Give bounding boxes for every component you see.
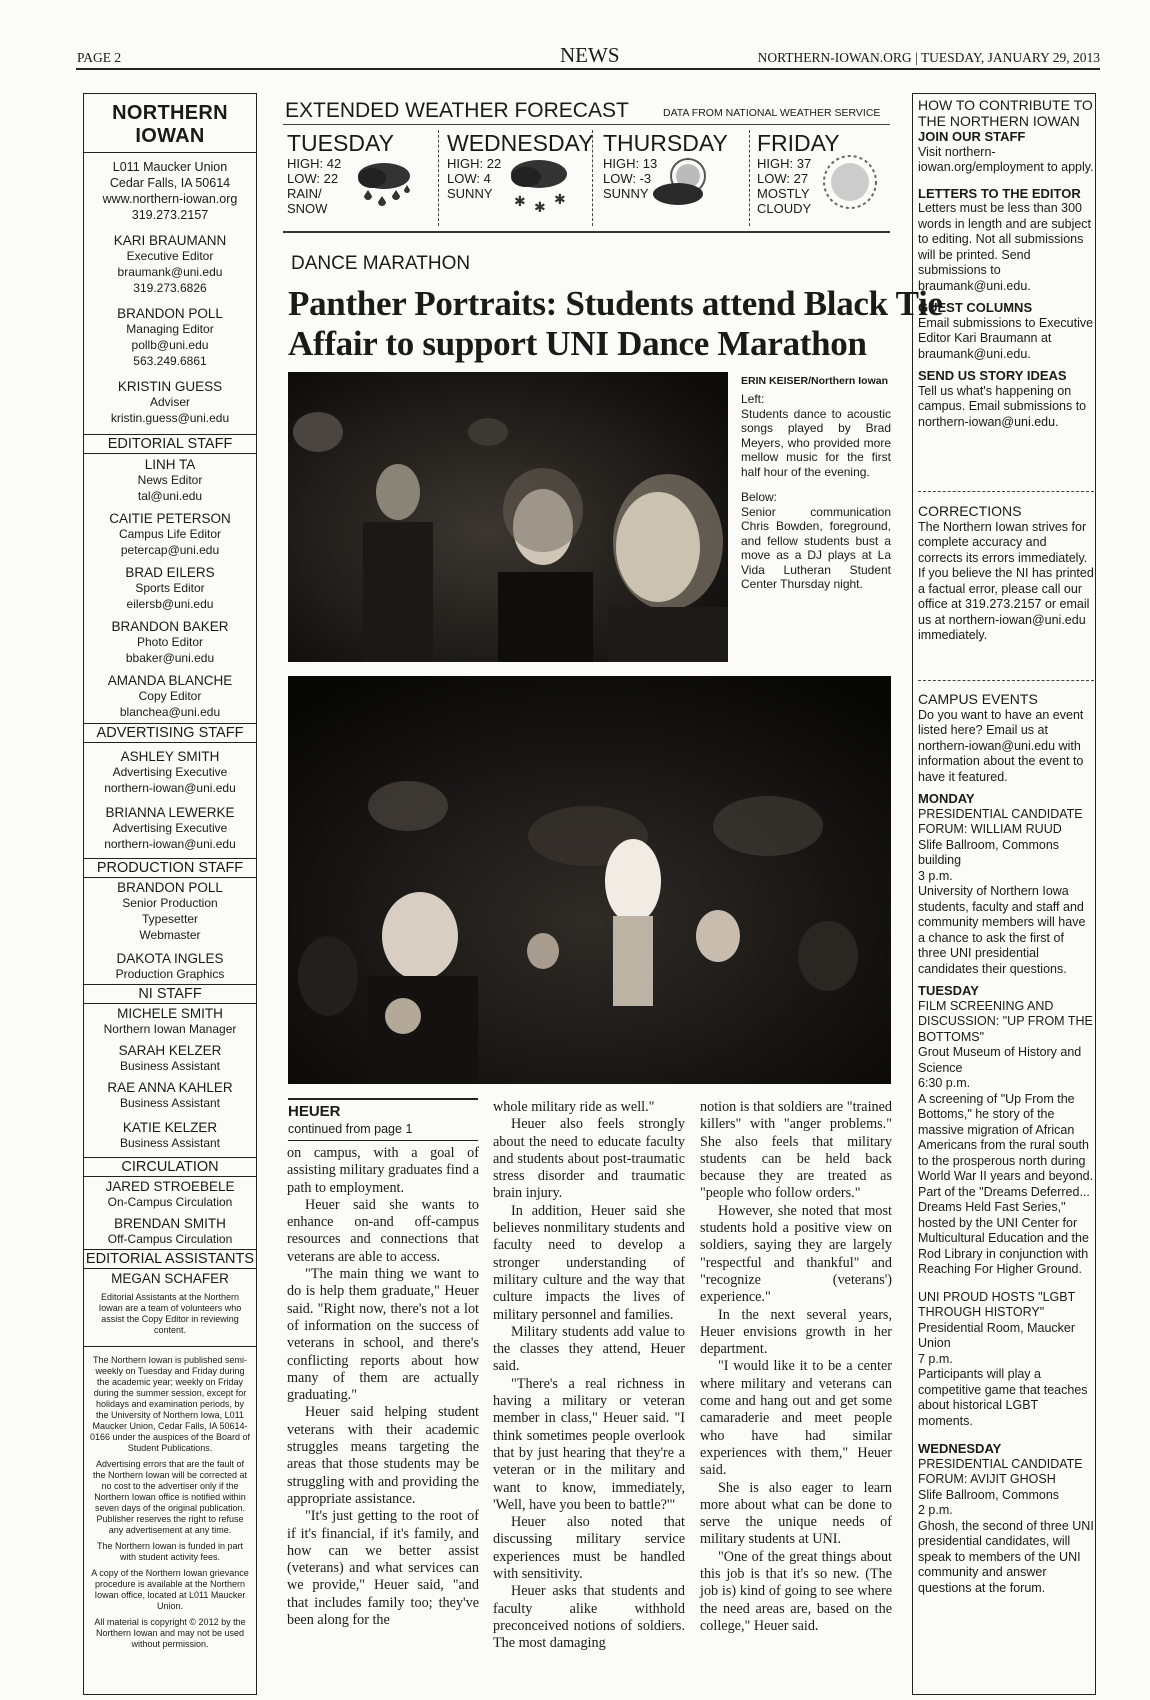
staff-name: BRENDAN SMITH [114, 1216, 226, 1231]
page-number: PAGE 2 [77, 50, 122, 65]
weather-bottom-rule [283, 231, 890, 233]
staff-role: Business Assistant [119, 1136, 221, 1150]
story-paragraph: Heuer asks that students and faculty alike withhold preconceived notions of soldiers. The most damaging [493, 1583, 685, 1652]
story-paragraph: whole military ride as well." [493, 1099, 655, 1115]
photo-credit: ERIN KEISER/Northern Iowan [741, 375, 889, 387]
weather-low: LOW: 27 [757, 171, 809, 186]
staff-name: SARAH KELZER [118, 1043, 222, 1058]
weather-divider [438, 130, 439, 226]
sidebar-heading: HOW TO CONTRIBUTE TO THE NORTHERN IOWAN [918, 97, 1093, 129]
address-line: Cedar Falls, IA 50614 [109, 176, 231, 190]
sun-cloud-icon [650, 154, 718, 212]
staff-entry [84, 880, 256, 943]
feature-kicker: DANCE MARATHON [291, 253, 471, 274]
staff-name: BRANDON BAKER [111, 619, 229, 634]
weather-high: HIGH: 13 [603, 156, 658, 171]
staff-role: Photo Editor [136, 635, 204, 649]
photo-dance-dj [288, 676, 891, 1084]
story-paragraph: on campus, with a goal of assisting military graduates find a path to employment. [287, 1145, 479, 1196]
staff-email: braumank@uni.edu [117, 265, 223, 279]
story-paragraph: notion is that soldiers are "trained killers" with "anger problems." She also feels that military students can be held back because they are treated as "people who follow orders." [700, 1099, 892, 1202]
staff-entry [84, 565, 256, 612]
event-desc: University of Northern Iowa students, faculty and staff and community members will have a chance to ask the first of three UNI presidential candidates their questions. [918, 884, 1086, 976]
sidebar-text: Email submissions to Executive Editor Kari Braumann at braumank@uni.edu. [918, 315, 1094, 361]
staff-name: DAKOTA INGLES [116, 951, 224, 966]
event-time: 6:30 p.m. [918, 1076, 971, 1090]
fine-print: The Northern Iowan is published semi-weekly on Tuesday and Friday during the academic year; weekly on Friday during the summer session, except for holidays and examination periods, by the University of Northern Iowa, L011 Maucker Union, Cedar Falls, IA 50614-0166 under the auspices of the Board of Student Publications. [89, 1355, 251, 1453]
address-line: L011 Maucker Union [112, 160, 228, 174]
staff-role: Executive Editor [126, 249, 214, 263]
masthead-address [84, 159, 256, 223]
fine-print: All material is copyright © 2012 by the Northern Iowan and may not be used without permission. [94, 1617, 246, 1649]
section-name: NEWS [560, 43, 620, 67]
staff-entry [84, 1080, 256, 1111]
sidebar-heading: CORRECTIONS [918, 503, 1022, 519]
story-paragraph: "The main thing we want to do is help them graduate," Heuer said. "Right now, there's not a lot of information on the success of veterans in school, and there's conflicting reports about how many of them are actually graduating." [287, 1266, 479, 1404]
staff-entry [84, 1006, 256, 1037]
event-title: PRESIDENTIAL CANDIDATE FORUM: AVIJIT GHOSH [918, 1456, 1083, 1486]
sidebar-contribute [918, 98, 1094, 430]
story-rule [288, 1140, 478, 1141]
staff-entry [84, 511, 256, 558]
event-title: FILM SCREENING AND DISCUSSION: "UP FROM THE BOTTOMS" [918, 998, 1093, 1044]
story-paragraph: However, she noted that most students hold a positive view on soldiers, saying they are largely "respectful and thankful" and "recognize (veterans') experience." [700, 1202, 892, 1306]
sidebar-subhead: LETTERS TO THE EDITOR [918, 185, 1081, 201]
assistants-note: Editorial Assistants at the Northern Iowan are a team of volunteers who assist the Copy Editor in reviewing content. [98, 1292, 242, 1335]
story-paragraph: "One of the great things about this job is that it's so new. (The job is) kind of going to see where the need areas are, based on the college," Heuer said. [700, 1548, 892, 1634]
staff-name: CAITIE PETERSON [109, 511, 231, 526]
weather-high: HIGH: 37 [757, 156, 812, 171]
staff-role: News Editor [137, 473, 203, 487]
story-paragraph: "There's a real richness in having a military or veteran member in class," Heuer said. "I think sometimes people overlook that by just hearing that they're a veteran or in the military and want to know, immediately, 'Well, have you been to battle?'" [493, 1375, 685, 1513]
sidebar-corrections [918, 504, 1094, 644]
staff-role: Production Graphics [115, 967, 225, 981]
weather-day-name: FRIDAY [757, 130, 840, 156]
sidebar-events [918, 692, 1094, 1596]
event-desc: A screening of "Up From the Bottoms," he story of the massive migration of African Americans from the rural south to the prosperous north during World War II years and beyond. Part of the "Dreams Deferred... Dreams Held Fast Series," hosted by the UNI Center for Multicultural Education and the Rod Library in conjunction with Reaching For Higher Ground. [918, 1091, 1094, 1276]
story-paragraph: In the next several years, Heuer envisions growth in her department. [700, 1306, 892, 1358]
weather-condition: SUNNY [447, 186, 493, 201]
sidebar-subhead: JOIN OUR STAFF [918, 129, 1026, 144]
staff-email: pollb@uni.edu [131, 338, 209, 352]
weather-divider [749, 130, 750, 226]
story-paragraph: Heuer said she wants to enhance on-and off-campus resources and connections that veterans are able to access. [287, 1196, 479, 1265]
sidebar-divider [918, 680, 1094, 681]
svg-text:✱: ✱ [514, 194, 526, 210]
svg-text:✱: ✱ [534, 200, 546, 214]
staff-name: RAE ANNA KAHLER [107, 1080, 233, 1095]
weather-day-name: WEDNESDAY [447, 130, 594, 156]
caption-label: Left: [741, 392, 765, 406]
section-heading-production: PRODUCTION STAFF [84, 858, 256, 878]
event-time: 3 p.m. [918, 868, 953, 883]
staff-name: BRANDON POLL [117, 880, 223, 895]
staff-name: AMANDA BLANCHE [107, 673, 233, 688]
feature-headline [288, 284, 943, 364]
sidebar-heading: CAMPUS EVENTS [918, 691, 1038, 707]
caption-below [741, 490, 891, 592]
staff-role: Adviser [149, 395, 190, 409]
story-paragraph: "It's just getting to the root of if it's financial, if it's family, and how can we better assist (veterans) and what services can we provide," Heuer said, "and that includes family too; they've been along for the [287, 1508, 479, 1629]
story-paragraph: Heuer also feels strongly about the need to educate faculty and students about post-traumatic stress disorder and traumatic brain injury. [493, 1116, 685, 1202]
staff-email: blanchea@uni.edu [119, 705, 221, 719]
staff-entry [84, 749, 256, 796]
event-title: UNI PROUD HOSTS "LGBT THROUGH HISTORY" [918, 1289, 1076, 1319]
staff-name: LINH TA [144, 457, 196, 472]
staff-email: bbaker@uni.edu [125, 651, 215, 665]
sun-icon [820, 152, 880, 212]
fine-print: Advertising errors that are the fault of the Northern Iowan will be corrected at no cost to the advertiser only if the Northern Iowan office is notified within seven days of the original publication. Publisher reserves the right to refuse any advertisement at any time. [92, 1459, 248, 1535]
staff-name: JARED STROEBELE [105, 1179, 235, 1194]
weather-low: LOW: 4 [447, 171, 491, 186]
event-place: Presidential Room, Maucker Union [918, 1320, 1076, 1350]
masthead-column [83, 93, 257, 1695]
staff-name: BRAD EILERS [125, 565, 215, 580]
weather-condition: CLOUDY [757, 201, 812, 216]
caption-text: Students dance to acoustic songs played by Brad Meyers, who provided more mellow music for the first half hour of the evening. [741, 406, 891, 479]
sidebar-text: Tell us what's happening on campus. Email submissions to northern-iowan@uni.edu. [918, 383, 1087, 429]
weather-divider [592, 130, 593, 226]
event-place: Slife Ballroom, Commons [918, 1487, 1060, 1502]
staff-entry [84, 379, 256, 426]
story-paragraph: In addition, Heuer said she believes nonmilitary students and faculty need to develop a stronger understanding of military culture and the way that culture impacts the lives of military personnel and families. [493, 1202, 685, 1323]
event-desc: Ghosh, the second of three UNI presidential candidates, will speak to members of the UNI community and answer questions at the forum. [918, 1518, 1094, 1595]
event-time: 2 p.m. [918, 1503, 953, 1517]
staff-email: tal@uni.edu [137, 489, 203, 503]
staff-entry [84, 457, 256, 504]
rain-snow-icon [352, 158, 417, 213]
staff-name: ASHLEY SMITH [120, 749, 220, 764]
section-heading-circulation: CIRCULATION [84, 1157, 256, 1177]
staff-role: Advertising Executive [112, 765, 228, 779]
staff-entry [84, 233, 256, 296]
weather-high: HIGH: 22 [447, 156, 502, 171]
story-column-3 [700, 1099, 892, 1635]
photo-image [288, 676, 891, 1084]
sidebar-subhead: SEND US STORY IDEAS [918, 368, 1067, 383]
weather-high: HIGH: 42 [287, 156, 342, 171]
caption-left [741, 392, 891, 479]
event-day: TUESDAY [918, 983, 979, 998]
staff-name: BRANDON POLL [117, 306, 223, 321]
event-time: 7 p.m. [918, 1351, 953, 1366]
staff-role: Campus Life Editor [118, 527, 222, 541]
event-place: Slife Ballroom, Commons building [918, 837, 1060, 867]
story-paragraph: Military students add value to the classes they attend, Heuer said. [493, 1323, 685, 1375]
staff-entry [84, 805, 256, 852]
staff-email: petercap@uni.edu [120, 543, 220, 557]
event-place: Grout Museum of History and Science [918, 1045, 1082, 1075]
weather-title: EXTENDED WEATHER FORECAST [285, 99, 629, 122]
headline-line: Panther Portraits: Students attend Black Tie [288, 284, 943, 323]
staff-role: Advertising Executive [112, 821, 228, 835]
staff-name: KATIE KELZER [122, 1120, 218, 1135]
event-title: PRESIDENTIAL CANDIDATE FORUM: WILLIAM RUUD [918, 806, 1083, 836]
sidebar-divider [918, 491, 1094, 492]
weather-condition: MOSTLY [757, 186, 810, 201]
site-date: NORTHERN-IOWAN.ORG | TUESDAY, JANUARY 29, 2013 [757, 50, 1100, 65]
staff-email: northern-iowan@uni.edu [104, 837, 236, 851]
weather-condition: SUNNY [603, 186, 649, 201]
staff-entry [84, 306, 256, 369]
story-rule [288, 1098, 478, 1100]
staff-role: Northern Iowan Manager [103, 1022, 237, 1036]
event-desc: Participants will play a competitive game that teaches about historical LGBT moments. [918, 1367, 1088, 1428]
section-heading-ni-staff: NI STAFF [84, 984, 256, 1004]
weather-rule [283, 124, 890, 125]
svg-text:✱: ✱ [554, 192, 566, 208]
caption-text: Senior communication Chris Bowden, foreground, and fellow students bust a move as a DJ plays at La Vida Lutheran Student Center Thursday night. [741, 504, 891, 591]
staff-name: MICHELE SMITH [117, 1006, 223, 1021]
editorial-list [84, 457, 256, 720]
staff-role: On-Campus Circulation [107, 1195, 233, 1209]
section-heading-editorial: EDITORIAL STAFF [84, 434, 256, 454]
staff-entry [84, 1120, 256, 1151]
event-day: MONDAY [918, 791, 975, 806]
weather-low: LOW: 22 [287, 171, 339, 186]
weather-day-name: THURSDAY [603, 130, 728, 156]
staff-name: MEGAN SCHAFER [111, 1271, 229, 1286]
staff-role: Off-Campus Circulation [107, 1232, 233, 1246]
sidebar-subhead: GUEST COLUMNS [918, 300, 1033, 315]
story-jump: continued from page 1 [288, 1122, 413, 1136]
fine-print: The Northern Iowan is funded in part with student activity fees. [96, 1541, 244, 1562]
caption-label: Below: [741, 490, 778, 504]
headline-line: Affair to support UNI Dance Marathon [288, 324, 867, 363]
staff-role: Typesetter [141, 912, 199, 926]
staff-name: KARI BRAUMANN [113, 233, 227, 248]
weather-source: DATA FROM NATIONAL WEATHER SERVICE [663, 107, 881, 119]
staff-name: KRISTIN GUESS [117, 379, 223, 394]
story-paragraph: Heuer said helping student veterans with their academic struggles means targeting the areas that those students may be struggling with and providing the appropriate assistance. [287, 1404, 479, 1507]
snow-cloud-icon [504, 152, 574, 214]
photo-image [288, 372, 728, 662]
staff-email: kristin.guess@uni.edu [110, 411, 230, 425]
staff-email: eilersb@uni.edu [126, 597, 214, 611]
staff-role: Copy Editor [138, 689, 202, 703]
sidebar-text: The Northern Iowan strives for complete accuracy and corrects its errors immediately. If you believe the NI has printed a factual error, please call our office at 319.273.2157 or email us at northern-iowan@uni.edu immediately. [918, 519, 1094, 642]
section-heading-advertising: ADVERTISING STAFF [84, 723, 256, 743]
weather-low: LOW: -3 [603, 171, 652, 186]
staff-entry [84, 1179, 256, 1210]
address-phone: 319.273.2157 [131, 208, 209, 222]
staff-role: Webmaster [139, 928, 201, 942]
header-rule [76, 68, 1100, 70]
sidebar-text: Letters must be less than 300 words in length and are subject to editing. Not all submissions will be printed. Send submissions to braumank@uni.edu. [918, 201, 1092, 293]
staff-entry [84, 1216, 256, 1247]
weather-condition: SNOW [287, 201, 328, 216]
fine-print: A copy of the Northern Iowan grievance procedure is available at the Northern Iowan office, located at L011 Maucker Union. [91, 1568, 249, 1611]
weather-condition: RAIN/ [287, 186, 322, 201]
weather-day-name: TUESDAY [287, 130, 394, 156]
masthead-title: NORTHERN IOWAN [84, 94, 256, 153]
story-column-1 [287, 1145, 479, 1629]
story-paragraph: She is also eager to learn more about what can be done to serve the unique needs of military students at UNI. [700, 1479, 892, 1548]
staff-entry [84, 951, 256, 982]
staff-email: northern-iowan@uni.edu [104, 781, 236, 795]
staff-entry [84, 1043, 256, 1074]
address-url: www.northern-iowan.org [102, 192, 238, 206]
story-column-2 [493, 1099, 685, 1653]
staff-entry [84, 1271, 256, 1286]
staff-phone: 563.249.6861 [133, 354, 207, 368]
sidebar-text: Visit northern-iowan.org/employment to apply. [918, 144, 1094, 174]
sidebar-text: Do you want to have an event listed here? Email us at northern-iowan@uni.edu with information about the event to have it featured. [918, 707, 1084, 784]
section-heading-assistants: EDITORIAL ASSISTANTS [85, 1251, 255, 1267]
staff-entry [84, 673, 256, 720]
staff-entry [84, 619, 256, 666]
staff-phone: 319.273.6826 [133, 281, 207, 295]
event-day: WEDNESDAY [918, 1441, 1002, 1456]
story-paragraph: Heuer also noted that discussing military service experiences must be handled with sensitivity. [493, 1514, 685, 1583]
story-paragraph: "I would like it to be a center where military and veterans can come and hang out and get some camaraderie and meet people who have had similar experiences with them," Heuer said. [700, 1358, 892, 1479]
staff-role: Business Assistant [119, 1059, 221, 1073]
story-slug: HEUER [288, 1103, 341, 1120]
divider [84, 1346, 256, 1347]
staff-role: Senior Production [122, 896, 218, 910]
staff-role: Sports Editor [135, 581, 205, 595]
staff-role: Managing Editor [126, 322, 214, 336]
photo-dance-acoustic [288, 372, 728, 662]
staff-role: Business Assistant [119, 1096, 221, 1110]
staff-name: BRIANNA LEWERKE [105, 805, 235, 820]
